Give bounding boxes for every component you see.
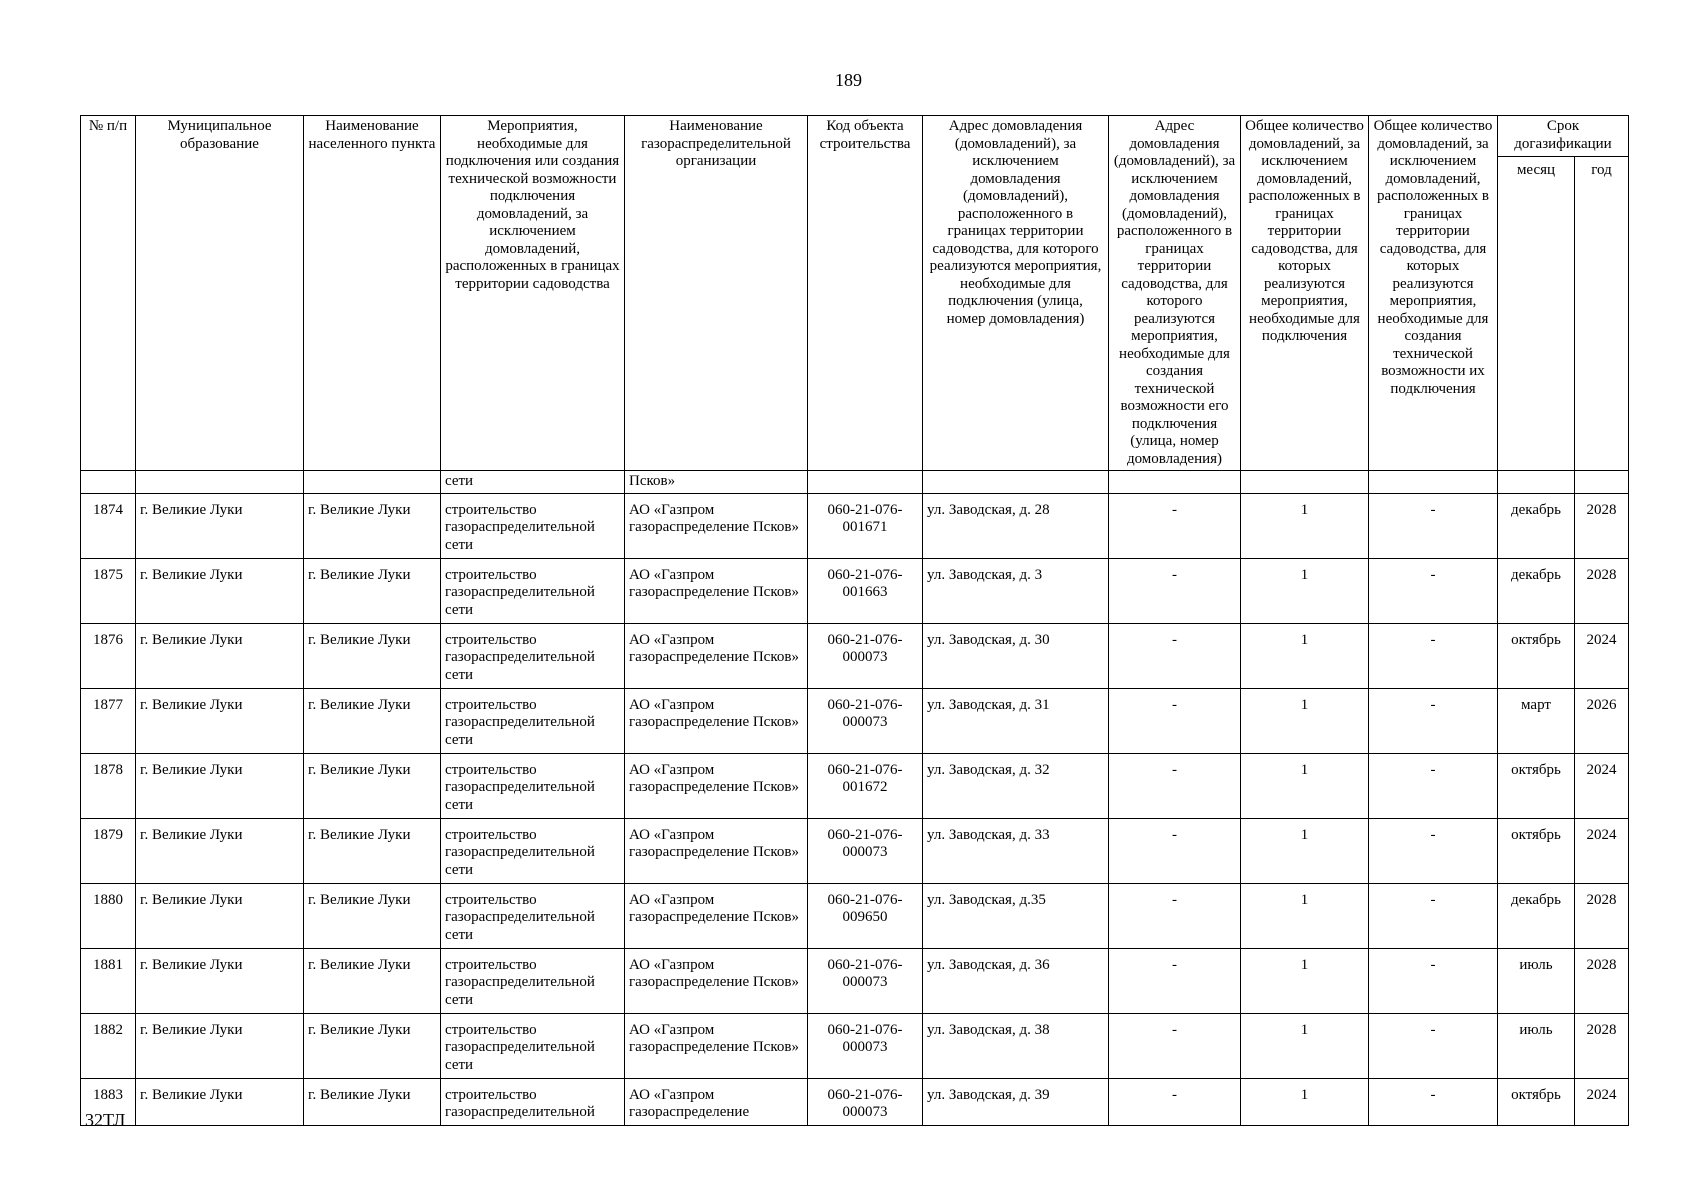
address-cell: ул. Заводская, д. 32 [923,753,1109,818]
total-capability-cell: - [1369,493,1498,558]
object-code-cell: 060-21-076-000073 [808,1013,923,1078]
table-row [81,753,1629,818]
header-organization: Наименование газораспределительной организации [625,116,808,471]
total-connect-cell: 1 [1241,623,1369,688]
measures-cell: строительство газораспределительной сети [441,688,625,753]
month-cell: декабрь [1498,883,1575,948]
total-capability-cell: - [1369,558,1498,623]
row-number: 1876 [81,623,136,688]
address-cell: ул. Заводская, д.35 [923,883,1109,948]
total-capability-cell: - [1369,948,1498,1013]
address-garden-cell: - [1109,493,1241,558]
row-number: 1880 [81,883,136,948]
address-garden-cell: - [1109,883,1241,948]
year-cell: 2028 [1575,558,1629,623]
continuation-organization: Псков» [625,471,808,494]
measures-cell: строительство газораспределительной сети [441,558,625,623]
total-connect-cell: 1 [1241,493,1369,558]
total-capability-cell: - [1369,753,1498,818]
measures-cell: строительство газораспределительной сети [441,753,625,818]
continuation-measures: сети [441,471,625,494]
organization-cell: АО «Газпром газораспределение [625,1078,808,1125]
header-deadline: Срок догазификации [1498,116,1629,157]
total-connect-cell: 1 [1241,818,1369,883]
total-connect-cell: 1 [1241,1013,1369,1078]
object-code-cell: 060-21-076-000073 [808,688,923,753]
municipality-cell: г. Великие Луки [136,1078,304,1125]
gasification-table [80,115,1629,1126]
month-cell: октябрь [1498,818,1575,883]
organization-cell: АО «Газпром газораспределение Псков» [625,558,808,623]
year-cell: 2028 [1575,1013,1629,1078]
header-settlement: Наименование населенного пункта [304,116,441,471]
settlement-cell: г. Великие Луки [304,493,441,558]
settlement-cell: г. Великие Луки [304,818,441,883]
measures-cell: строительство газораспределительной [441,1078,625,1125]
row-number: 1882 [81,1013,136,1078]
total-connect-cell: 1 [1241,948,1369,1013]
month-cell: октябрь [1498,753,1575,818]
header-measures: Мероприятия, необходимые для подключения или создания технической возможности подключения домовладений, за исключением домовладений, расположенных в границах территории садоводства [441,116,625,471]
municipality-cell: г. Великие Луки [136,948,304,1013]
address-cell: ул. Заводская, д. 39 [923,1078,1109,1125]
month-cell: октябрь [1498,623,1575,688]
settlement-cell: г. Великие Луки [304,883,441,948]
object-code-cell: 060-21-076-001671 [808,493,923,558]
page-number: 189 [835,70,862,90]
municipality-cell: г. Великие Луки [136,688,304,753]
address-garden-cell: - [1109,818,1241,883]
month-cell: июль [1498,1013,1575,1078]
address-cell: ул. Заводская, д. 28 [923,493,1109,558]
address-cell: ул. Заводская, д. 3 [923,558,1109,623]
settlement-cell: г. Великие Луки [304,948,441,1013]
settlement-cell: г. Великие Луки [304,688,441,753]
row-number: 1878 [81,753,136,818]
address-garden-cell: - [1109,948,1241,1013]
address-garden-cell: - [1109,623,1241,688]
total-capability-cell: - [1369,1078,1498,1125]
municipality-cell: г. Великие Луки [136,493,304,558]
municipality-cell: г. Великие Луки [136,883,304,948]
municipality-cell: г. Великие Луки [136,818,304,883]
row-number: 1874 [81,493,136,558]
object-code-cell: 060-21-076-000073 [808,948,923,1013]
total-connect-cell: 1 [1241,1078,1369,1125]
address-garden-cell: - [1109,558,1241,623]
header-num: № п/п [81,116,136,471]
header-address-garden: Адрес домовладения (домовладений), за исключением домовладения (домовладений), расположенного в границах территории садоводства, для которого реализуются мероприятия, необходимые для создания технической возможности его подключения (улица, номер домовладения) [1109,116,1241,471]
year-cell: 2024 [1575,1078,1629,1125]
header-total-capability: Общее количество домовладений, за исключением домовладений, расположенных в границах территории садоводства, для которых реализуются мероприятия, необходимые для создания технической возможности их подключения [1369,116,1498,471]
settlement-cell: г. Великие Луки [304,558,441,623]
address-garden-cell: - [1109,753,1241,818]
address-garden-cell: - [1109,1078,1241,1125]
address-cell: ул. Заводская, д. 30 [923,623,1109,688]
header-municipality: Муниципальное образование [136,116,304,471]
table-row [81,623,1629,688]
header-year: год [1575,157,1629,471]
year-cell: 2026 [1575,688,1629,753]
organization-cell: АО «Газпром газораспределение Псков» [625,948,808,1013]
settlement-cell: г. Великие Луки [304,1013,441,1078]
table-row [81,1013,1629,1078]
year-cell: 2028 [1575,948,1629,1013]
month-cell: декабрь [1498,493,1575,558]
object-code-cell: 060-21-076-009650 [808,883,923,948]
measures-cell: строительство газораспределительной сети [441,818,625,883]
settlement-cell: г. Великие Луки [304,623,441,688]
total-capability-cell: - [1369,688,1498,753]
organization-cell: АО «Газпром газораспределение Псков» [625,818,808,883]
measures-cell: строительство газораспределительной сети [441,493,625,558]
settlement-cell: г. Великие Луки [304,753,441,818]
year-cell: 2024 [1575,623,1629,688]
object-code-cell: 060-21-076-000073 [808,818,923,883]
address-cell: ул. Заводская, д. 31 [923,688,1109,753]
row-number: 1875 [81,558,136,623]
header-object-code: Код объекта строительства [808,116,923,471]
row-number: 1883 [81,1078,136,1125]
header-row [81,116,1629,157]
header-month: месяц [1498,157,1575,471]
address-garden-cell: - [1109,688,1241,753]
total-connect-cell: 1 [1241,688,1369,753]
total-capability-cell: - [1369,1013,1498,1078]
table-row [81,818,1629,883]
month-cell: март [1498,688,1575,753]
row-number: 1879 [81,818,136,883]
month-cell: декабрь [1498,558,1575,623]
object-code-cell: 060-21-076-000073 [808,623,923,688]
table-row [81,688,1629,753]
settlement-cell: г. Великие Луки [304,1078,441,1125]
measures-cell: строительство газораспределительной сети [441,623,625,688]
total-capability-cell: - [1369,623,1498,688]
object-code-cell: 060-21-076-001672 [808,753,923,818]
total-connect-cell: 1 [1241,558,1369,623]
month-cell: июль [1498,948,1575,1013]
row-number: 1881 [81,948,136,1013]
table-row [81,948,1629,1013]
organization-cell: АО «Газпром газораспределение Псков» [625,493,808,558]
municipality-cell: г. Великие Луки [136,753,304,818]
organization-cell: АО «Газпром газораспределение Псков» [625,688,808,753]
continuation-row [81,471,1629,494]
row-number: 1877 [81,688,136,753]
table-row [81,1078,1629,1125]
total-capability-cell: - [1369,818,1498,883]
address-cell: ул. Заводская, д. 36 [923,948,1109,1013]
measures-cell: строительство газораспределительной сети [441,1013,625,1078]
header-address: Адрес домовладения (домовладений), за исключением домовладения (домовладений), расположенного в границах территории садоводства, для которого реализуются мероприятия, необходимые для подключения (улица, номер домовладения) [923,116,1109,471]
object-code-cell: 060-21-076-000073 [808,1078,923,1125]
address-cell: ул. Заводская, д. 38 [923,1013,1109,1078]
organization-cell: АО «Газпром газораспределение Псков» [625,623,808,688]
table-row [81,883,1629,948]
organization-cell: АО «Газпром газораспределение Псков» [625,1013,808,1078]
address-garden-cell: - [1109,1013,1241,1078]
municipality-cell: г. Великие Луки [136,623,304,688]
municipality-cell: г. Великие Луки [136,558,304,623]
municipality-cell: г. Великие Луки [136,1013,304,1078]
year-cell: 2024 [1575,753,1629,818]
table-row [81,558,1629,623]
measures-cell: строительство газораспределительной сети [441,948,625,1013]
measures-cell: строительство газораспределительной сети [441,883,625,948]
footer-code: 32ТЛ [85,1110,126,1130]
organization-cell: АО «Газпром газораспределение Псков» [625,753,808,818]
year-cell: 2028 [1575,493,1629,558]
organization-cell: АО «Газпром газораспределение Псков» [625,883,808,948]
year-cell: 2028 [1575,883,1629,948]
table-row [81,493,1629,558]
address-cell: ул. Заводская, д. 33 [923,818,1109,883]
month-cell: октябрь [1498,1078,1575,1125]
year-cell: 2024 [1575,818,1629,883]
header-total-connect: Общее количество домовладений, за исключением домовладений, расположенных в границах территории садоводства, для которых реализуются мероприятия, необходимые для подключения [1241,116,1369,471]
total-capability-cell: - [1369,883,1498,948]
total-connect-cell: 1 [1241,753,1369,818]
object-code-cell: 060-21-076-001663 [808,558,923,623]
total-connect-cell: 1 [1241,883,1369,948]
